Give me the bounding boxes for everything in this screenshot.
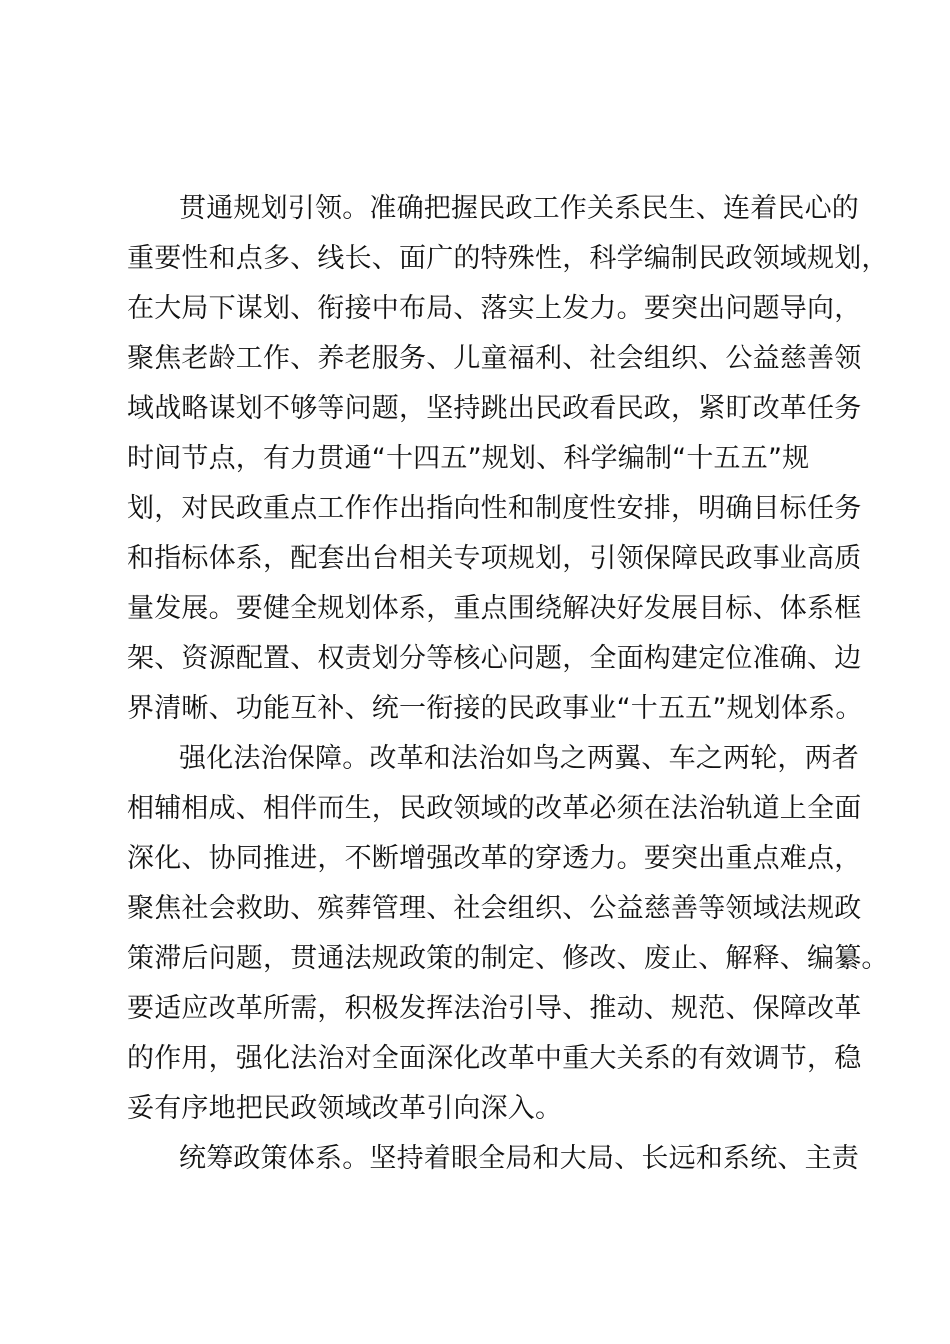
text-line: 贯通规划引领。准确把握民政工作关系民生、连着民心的	[179, 193, 859, 224]
text-line: 重要性和点多、线长、面广的特殊性，科学编制民政领域规划，	[127, 243, 889, 274]
text-line: 相辅相成、相伴而生，民政领域的改革必须在法治轨道上全面	[127, 793, 862, 824]
text-line: 聚焦老龄工作、养老服务、儿童福利、社会组织、公益慈善领	[127, 343, 862, 374]
text-line: 妥有序地把民政领域改革引向深入。	[127, 1093, 563, 1124]
text-line: 要适应改革所需，积极发挥法治引导、推动、规范、保障改革	[127, 993, 862, 1024]
text-line: 聚焦社会救助、殡葬管理、社会组织、公益慈善等领域法规政	[127, 893, 862, 924]
text-line: 的作用，强化法治对全面深化改革中重大关系的有效调节，稳	[127, 1043, 862, 1074]
text-line: 策滞后问题，贯通法规政策的制定、修改、废止、解释、编纂。	[127, 943, 889, 974]
text-line: 统筹政策体系。坚持着眼全局和大局、长远和系统、主责	[179, 1143, 859, 1174]
text-line: 界清晰、功能互补、统一衔接的民政事业“十五五”规划体系。	[127, 693, 863, 724]
text-line: 和指标体系，配套出台相关专项规划，引领保障民政事业高质	[127, 543, 862, 574]
paragraph-rule-of-law	[127, 734, 889, 1134]
paragraph-policy-system	[127, 1134, 859, 1184]
text-line: 时间节点，有力贯通“十四五”规划、科学编制“十五五”规	[127, 443, 810, 474]
paragraph-planning	[127, 184, 889, 734]
text-line: 域战略谋划不够等问题，坚持跳出民政看民政，紧盯改革任务	[127, 393, 862, 424]
text-line: 在大局下谋划、衔接中布局、落实上发力。要突出问题导向，	[127, 293, 862, 324]
text-line: 划，对民政重点工作作出指向性和制度性安排，明确目标任务	[127, 493, 862, 524]
document-body	[127, 184, 889, 1184]
text-line: 量发展。要健全规划体系，重点围绕解决好发展目标、体系框	[127, 593, 862, 624]
text-line: 深化、协同推进，不断增强改革的穿透力。要突出重点难点，	[127, 843, 862, 874]
text-line: 强化法治保障。改革和法治如鸟之两翼、车之两轮，两者	[179, 743, 859, 774]
text-line: 架、资源配置、权责划分等核心问题，全面构建定位准确、边	[127, 643, 862, 674]
